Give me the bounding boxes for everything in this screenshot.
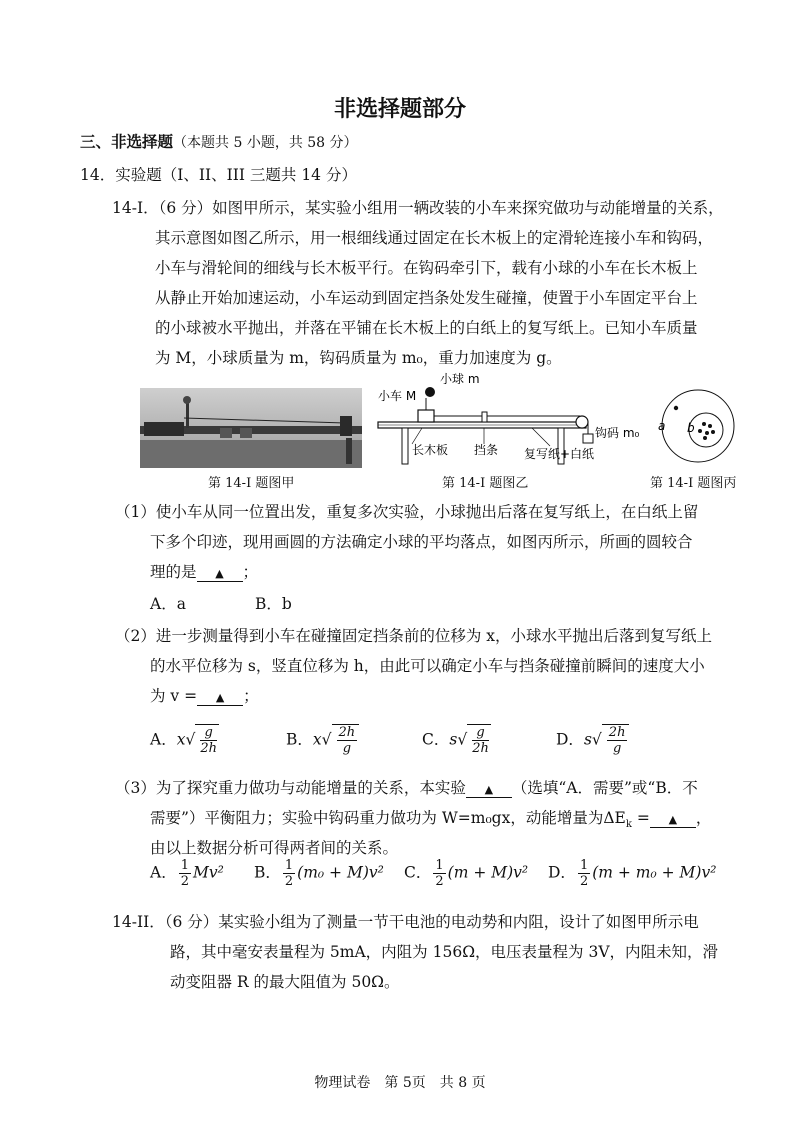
- figure-a-caption: 第 14-I 题图甲: [208, 476, 295, 491]
- den: g: [342, 741, 352, 756]
- option-c: [404, 858, 528, 889]
- label-ball: 小球 m: [440, 372, 480, 386]
- option-label: B．: [286, 730, 313, 749]
- den: 2: [579, 874, 589, 889]
- den: 2h: [200, 741, 217, 756]
- text-line: 路，其中毫安表量程为 5mA，内阻为 156Ω，电压表量程为 3V，内阻未知，滑: [170, 943, 719, 961]
- option-label: B．: [254, 863, 281, 882]
- section-label: 三、非选择题: [80, 133, 174, 151]
- option-a: [150, 858, 224, 889]
- text: 理的是: [150, 563, 197, 581]
- den: 2: [284, 874, 294, 889]
- den: 2h: [472, 741, 489, 756]
- label-stop: 挡条: [474, 443, 499, 457]
- answer-blank[interactable]: ▲: [466, 783, 512, 798]
- num: 1: [579, 858, 589, 873]
- text-line: 动变阻器 R 的最大阻值为 50Ω。: [170, 973, 400, 991]
- label-paper: 复写纸+白纸: [524, 447, 595, 461]
- text: =: [631, 809, 650, 827]
- text-line: 为 M，小球质量为 m，钩码质量为 m₀，重力加速度为 g。: [155, 349, 562, 367]
- page-title: 非选择题部分: [333, 97, 466, 122]
- num: 2h: [338, 725, 356, 740]
- option-label: D．: [556, 730, 584, 749]
- text: ；: [242, 563, 259, 581]
- var: x: [176, 730, 186, 749]
- num: 2h: [608, 725, 626, 740]
- option-b: B．x√ $\frac{2h}{g}$: [286, 724, 359, 756]
- num: 1: [435, 858, 444, 873]
- option-label: D．: [548, 863, 576, 882]
- text: 需要”）平衡阻力；实验中钩码重力做功为 W=m₀gx，动能增量为ΔE: [150, 809, 626, 827]
- option-label: A．: [150, 730, 177, 749]
- option-c: C．s√ $\frac{g}{2h}$: [422, 725, 489, 756]
- option-b: B．b: [255, 595, 292, 613]
- text-line: 的小球被水平抛出，并落在平铺在长木板上的白纸上的复写纸上。已知小车质量: [155, 319, 698, 337]
- den: 2: [435, 874, 444, 889]
- figure-c-caption: 第 14-I 题图丙: [650, 476, 737, 491]
- text: ，: [695, 809, 712, 827]
- text-line: （2）进一步测量得到小车在碰撞固定挡条前的位移为 x，小球水平抛出后落到复写纸上: [115, 627, 713, 645]
- num: 1: [180, 858, 189, 873]
- text: （3）为了探究重力做功与动能增量的关系，本实验: [115, 779, 466, 797]
- option-d: D．s√ $\frac{2h}{g}$: [556, 724, 629, 756]
- text-line: 从静止开始加速运动，小车运动到固定挡条处发生碰撞，使置于小车固定平台上: [155, 289, 698, 307]
- option-label: C．: [404, 863, 432, 882]
- option-a: A．x√ $\frac{g}{2h}$: [150, 725, 217, 756]
- figure-b-schematic: [372, 370, 640, 470]
- option-a: A．a: [150, 595, 186, 613]
- den: g: [612, 741, 622, 756]
- expr: (m + m₀ + M)v²: [592, 863, 717, 882]
- text-line: 14-I．（6 分）如图甲所示，某实验小组用一辆改装的小车来探究做功与动能增量的关系，: [112, 199, 724, 217]
- num: g: [472, 725, 489, 741]
- figure-b-caption: 第 14-I 题图乙: [442, 476, 529, 491]
- answer-blank[interactable]: ▲: [197, 691, 243, 706]
- num: 1: [284, 858, 294, 873]
- text-line: 其示意图如图乙所示，用一根细线通过固定在长木板上的定滑轮连接小车和钩码，: [155, 229, 714, 247]
- option-d: [548, 858, 716, 889]
- text-line: [150, 806, 711, 830]
- option-b: [254, 858, 384, 889]
- label-circle-b: b: [687, 421, 695, 435]
- expr: (m + M)v²: [447, 863, 529, 882]
- figure-c-circles: [640, 382, 740, 468]
- expr: Mv²: [192, 863, 224, 882]
- figure-a-photo: [140, 388, 362, 468]
- text: 为 v =: [150, 687, 198, 705]
- den: 2: [180, 874, 189, 889]
- text-line: [150, 684, 259, 706]
- text: （选填“A．需要”或“B．不: [511, 779, 698, 797]
- label-board: 长木板: [412, 443, 449, 457]
- option-label: C．: [422, 730, 450, 749]
- text-line: [115, 776, 698, 798]
- text-line: 小车与滑轮间的细线与长木板平行。在钩码牵引下，载有小球的小车在长木板上: [155, 259, 698, 277]
- var: s: [449, 730, 458, 749]
- text-line: 的水平位移为 s，竖直位移为 h，由此可以确定小车与挡条碰撞前瞬间的速度大小: [150, 657, 705, 675]
- var: s: [583, 730, 592, 749]
- label-circle-a: a: [658, 419, 666, 433]
- section-header: [80, 130, 358, 152]
- expr: (m₀ + M)v²: [297, 863, 384, 882]
- label-cart: 小车 M: [378, 389, 417, 403]
- text-line: 由以上数据分析可得两者间的关系。: [150, 839, 399, 857]
- text-line: （1）使小车从同一位置出发，重复多次实验，小球抛出后落在复写纸上，在白纸上留: [115, 503, 699, 521]
- text-line: [150, 560, 258, 582]
- answer-blank[interactable]: ▲: [650, 813, 696, 828]
- text: ；: [243, 687, 259, 705]
- text-line: 下多个印迹，现用画圆的方法确定小球的平均落点，如图丙所示，所画的圆较合: [150, 533, 693, 551]
- page-footer: 物理试卷 第 5页 共 8 页: [314, 1075, 486, 1091]
- section-note: （本题共 5 小题，共 58 分）: [173, 135, 358, 151]
- option-label: A．: [150, 863, 177, 882]
- subscript: k: [625, 819, 632, 831]
- var: x: [312, 730, 322, 749]
- answer-blank[interactable]: ▲: [197, 567, 243, 582]
- label-hook: 钩码 m₀: [595, 426, 640, 440]
- text-line: 14-II．（6 分）某实验小组为了测量一节干电池的电动势和内阻，设计了如图甲所示电: [112, 913, 699, 931]
- num: g: [200, 725, 217, 741]
- question-14-header: 14．实验题（I、II、III 三题共 14 分）: [80, 166, 357, 184]
